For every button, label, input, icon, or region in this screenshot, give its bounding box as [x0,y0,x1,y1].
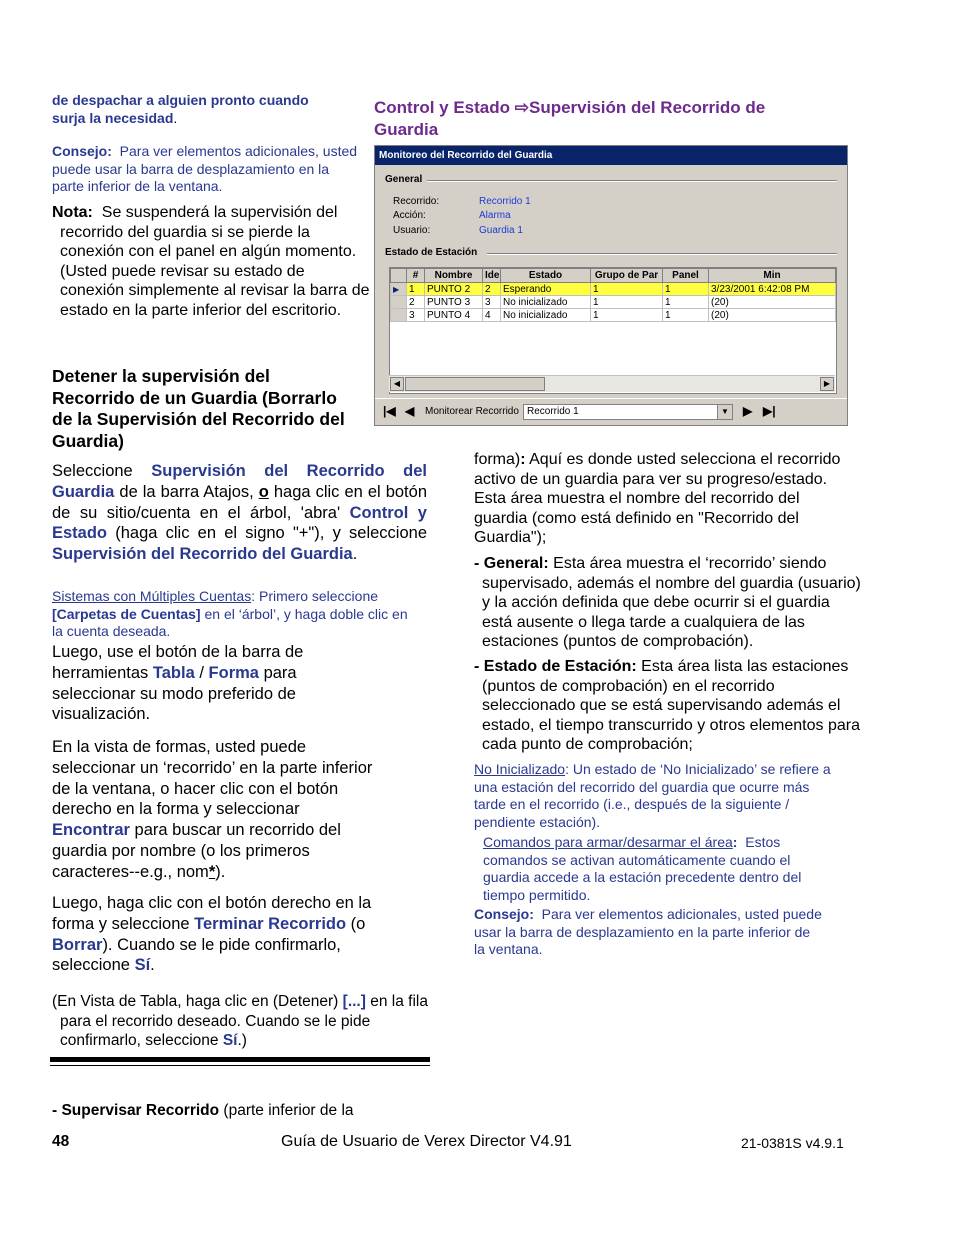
link-supervision[interactable]: Supervisión del Recorrido del Guardia [52,462,427,501]
usuario-value: Guardia 1 [479,225,523,236]
col-header-number[interactable]: # [407,269,425,283]
record-navigator [375,398,847,425]
paragraph-form: forma): Aquí es donde usted selecciona el recorrido activo de un guardia para ver su progreso/estado. Esta área muestra el nombre del recorrido del guardia (como está definido en "Recorrido del Guardia"); [474,451,841,547]
accion-label: Acción: [393,210,426,221]
nav-next-icon[interactable]: ▶ [743,404,753,418]
tip-scrollbar-right: Consejo: Para ver elementos adicionales, usted puede usar la barra de desplazamiento en la parte inferior de la ventana. [474,906,822,957]
col-header-min[interactable]: Min [709,269,836,283]
col-header-panel[interactable]: Panel [663,269,709,283]
link-borrar[interactable]: Borrar [52,935,103,954]
table-row[interactable]: ▶ 1 PUNTO 2 2 Esperando 1 1 3/23/2001 6:42:08 PM [391,283,836,296]
paragraph-toolbar: Luego, use el botón de la barra de herramientas Tabla / Forma para seleccionar su modo preferido de visualización. [52,643,304,724]
paragraph-terminate: Luego, haga clic con el botón derecho en la forma y seleccione Terminar Recorrido (o Borrar). Cuando se le pide confirmarlo, seleccione Sí. [52,894,372,975]
page-number: 48 [52,1133,70,1150]
group-general-label: General [385,174,423,185]
group-estado-label: Estado de Estación [385,247,478,258]
col-header-nombre[interactable]: Nombre [425,269,483,283]
usuario-label: Usuario: [393,225,431,236]
tip-arm-disarm: Comandos para armar/desarmar el área: Estos comandos se activan automáticamente cuando el guardia accede a la estación precedente dentro del tiempo permitido. [483,834,802,903]
scroll-right-icon[interactable]: ▶ [820,377,834,391]
row-selected-icon: ▶ [391,283,407,296]
tip-scrollbar-left: Consejo: Para ver elementos adicionales, usted puede usar la barra de desplazamiento en la parte inferior de la ventana. [52,143,358,194]
nav-first-icon[interactable]: |◀ [383,404,396,418]
link-control-estado[interactable]: Control y Estado [52,503,427,543]
link-supervision-2[interactable]: Supervisión del Recorrido del Guardia [52,545,353,564]
tip-dispatch: de despachar a alguien pronto cuando surja la necesidad. [52,92,309,126]
divider-thick [50,1057,430,1062]
chevron-down-icon[interactable]: ▼ [717,405,732,419]
footer-title: Guía de Usuario de Verex Director V4.91 [281,1133,572,1150]
grid-header-row [391,269,836,283]
link-forma[interactable]: Forma [208,663,259,682]
paragraph-station-status: - Estado de Estación: Esta área lista las estaciones (puntos de comprobación) en el recorrido seleccionado que se está supervisando además el estado, el tiempo transcurrido y otros elementos para cada punto de comprobación; [474,658,860,754]
section-heading: Detener la supervisión del Recorrido de un Guardia (Borrarlo de la Supervisión del Recorrido del Guardia) [52,366,345,451]
accion-value: Alarma [479,210,511,221]
arrow-right-icon: ⇨ [514,98,529,117]
window-title: Monitoreo del Recorrido del Guardia [375,146,847,165]
tip-not-initialized: No Inicializado: Un estado de ‘No Inicializado’ se refiere a una estación del recorrido del guardia que ocurre más tarde en el recorrido (i.e., después de la siguiente / pendiente estación). [474,761,831,830]
link-detener[interactable]: [...] [342,993,366,1010]
col-header-grupo[interactable]: Grupo de Par [591,269,663,283]
recorrido-label: Recorrido: [393,196,440,207]
scroll-left-icon[interactable]: ◀ [390,377,404,391]
group-estado-line [487,253,837,255]
group-general-line [427,180,837,182]
paragraph-general: - General: Esta área muestra el ‘recorrido’ siendo supervisado, además el nombre del guardia (usuario) y la acción definida que debe ocurrir si el guardia está ausente o llega tarde a cualquiera de las estaciones (puntos de comprobación). [474,555,861,651]
tip-multi-accounts: Sistemas con Múltiples Cuentas: Primero seleccione [Carpetas de Cuentas] en el ‘árbol’, y haga doble clic en la cuenta deseada. [52,588,408,639]
nav-prev-icon[interactable]: ◀ [405,404,415,418]
divider-thin [50,1065,430,1066]
link-si[interactable]: Sí [134,956,151,975]
guard-tour-monitor-window [374,145,848,426]
footer-code: 21-0381S v4.9.1 [741,1135,844,1151]
nav-last-icon[interactable]: ▶| [763,404,776,418]
col-header-ide[interactable]: Ide [483,269,501,283]
link-si-2[interactable]: Sí [222,1032,238,1050]
paragraph-form-view: En la vista de formas, usted puede seleccionar un ‘recorrido’ en la parte inferior de la ventana, o hacer clic con el botón derecho en la forma y seleccionar Encontrar para buscar un recorrido del guardia por nombre (o los primeros caracteres--e.g., nom*). [52,738,373,881]
col-header-estado[interactable]: Estado [501,269,591,283]
col-header-marker[interactable] [391,269,407,283]
monitor-label: Monitorear Recorrido [425,406,519,417]
horizontal-scrollbar[interactable] [389,375,835,392]
link-tabla[interactable]: Tabla [152,663,195,682]
link-terminar[interactable]: Terminar Recorrido [194,914,347,933]
tour-select[interactable]: Recorrido 1 ▼ [523,404,733,420]
scroll-thumb[interactable] [405,377,545,391]
link-encontrar[interactable]: Encontrar [52,821,130,840]
right-heading: Control y Estado ⇨Supervisión del Recorrido de Guardia [374,98,766,139]
table-row[interactable]: 2 PUNTO 3 3 No inicializado 1 1 (20) [391,296,836,309]
paragraph-table-view: (En Vista de Tabla, haga clic en (Detener) [...] en la fila para el recorrido deseado. Cuando se le pide confirmarlo, seleccione Sí.) [52,993,428,1050]
recorrido-value: Recorrido 1 [479,196,531,207]
table-row[interactable]: 3 PUNTO 4 4 No inicializado 1 1 (20) [391,309,836,322]
paragraph-select: Seleccione Supervisión del Recorrido del Guardia de la barra Atajos, o haga clic en el botón de su sitio/cuenta en el árbol, 'abra' Control y Estado (haga clic en el signo "+"), y seleccione Supervisión del Recorrido del Guardia. [52,462,428,564]
bottom-continuation: - Supervisar Recorrido (parte inferior de la [52,1102,354,1119]
note-paragraph: Nota: Se suspenderá la supervisión del recorrido del guardia si se pierde la conexión con el panel en algún momento. (Usted puede revisar su estado de conexión simplemente al revisar la barra de estado en la parte inferior del escritorio. [52,204,370,319]
